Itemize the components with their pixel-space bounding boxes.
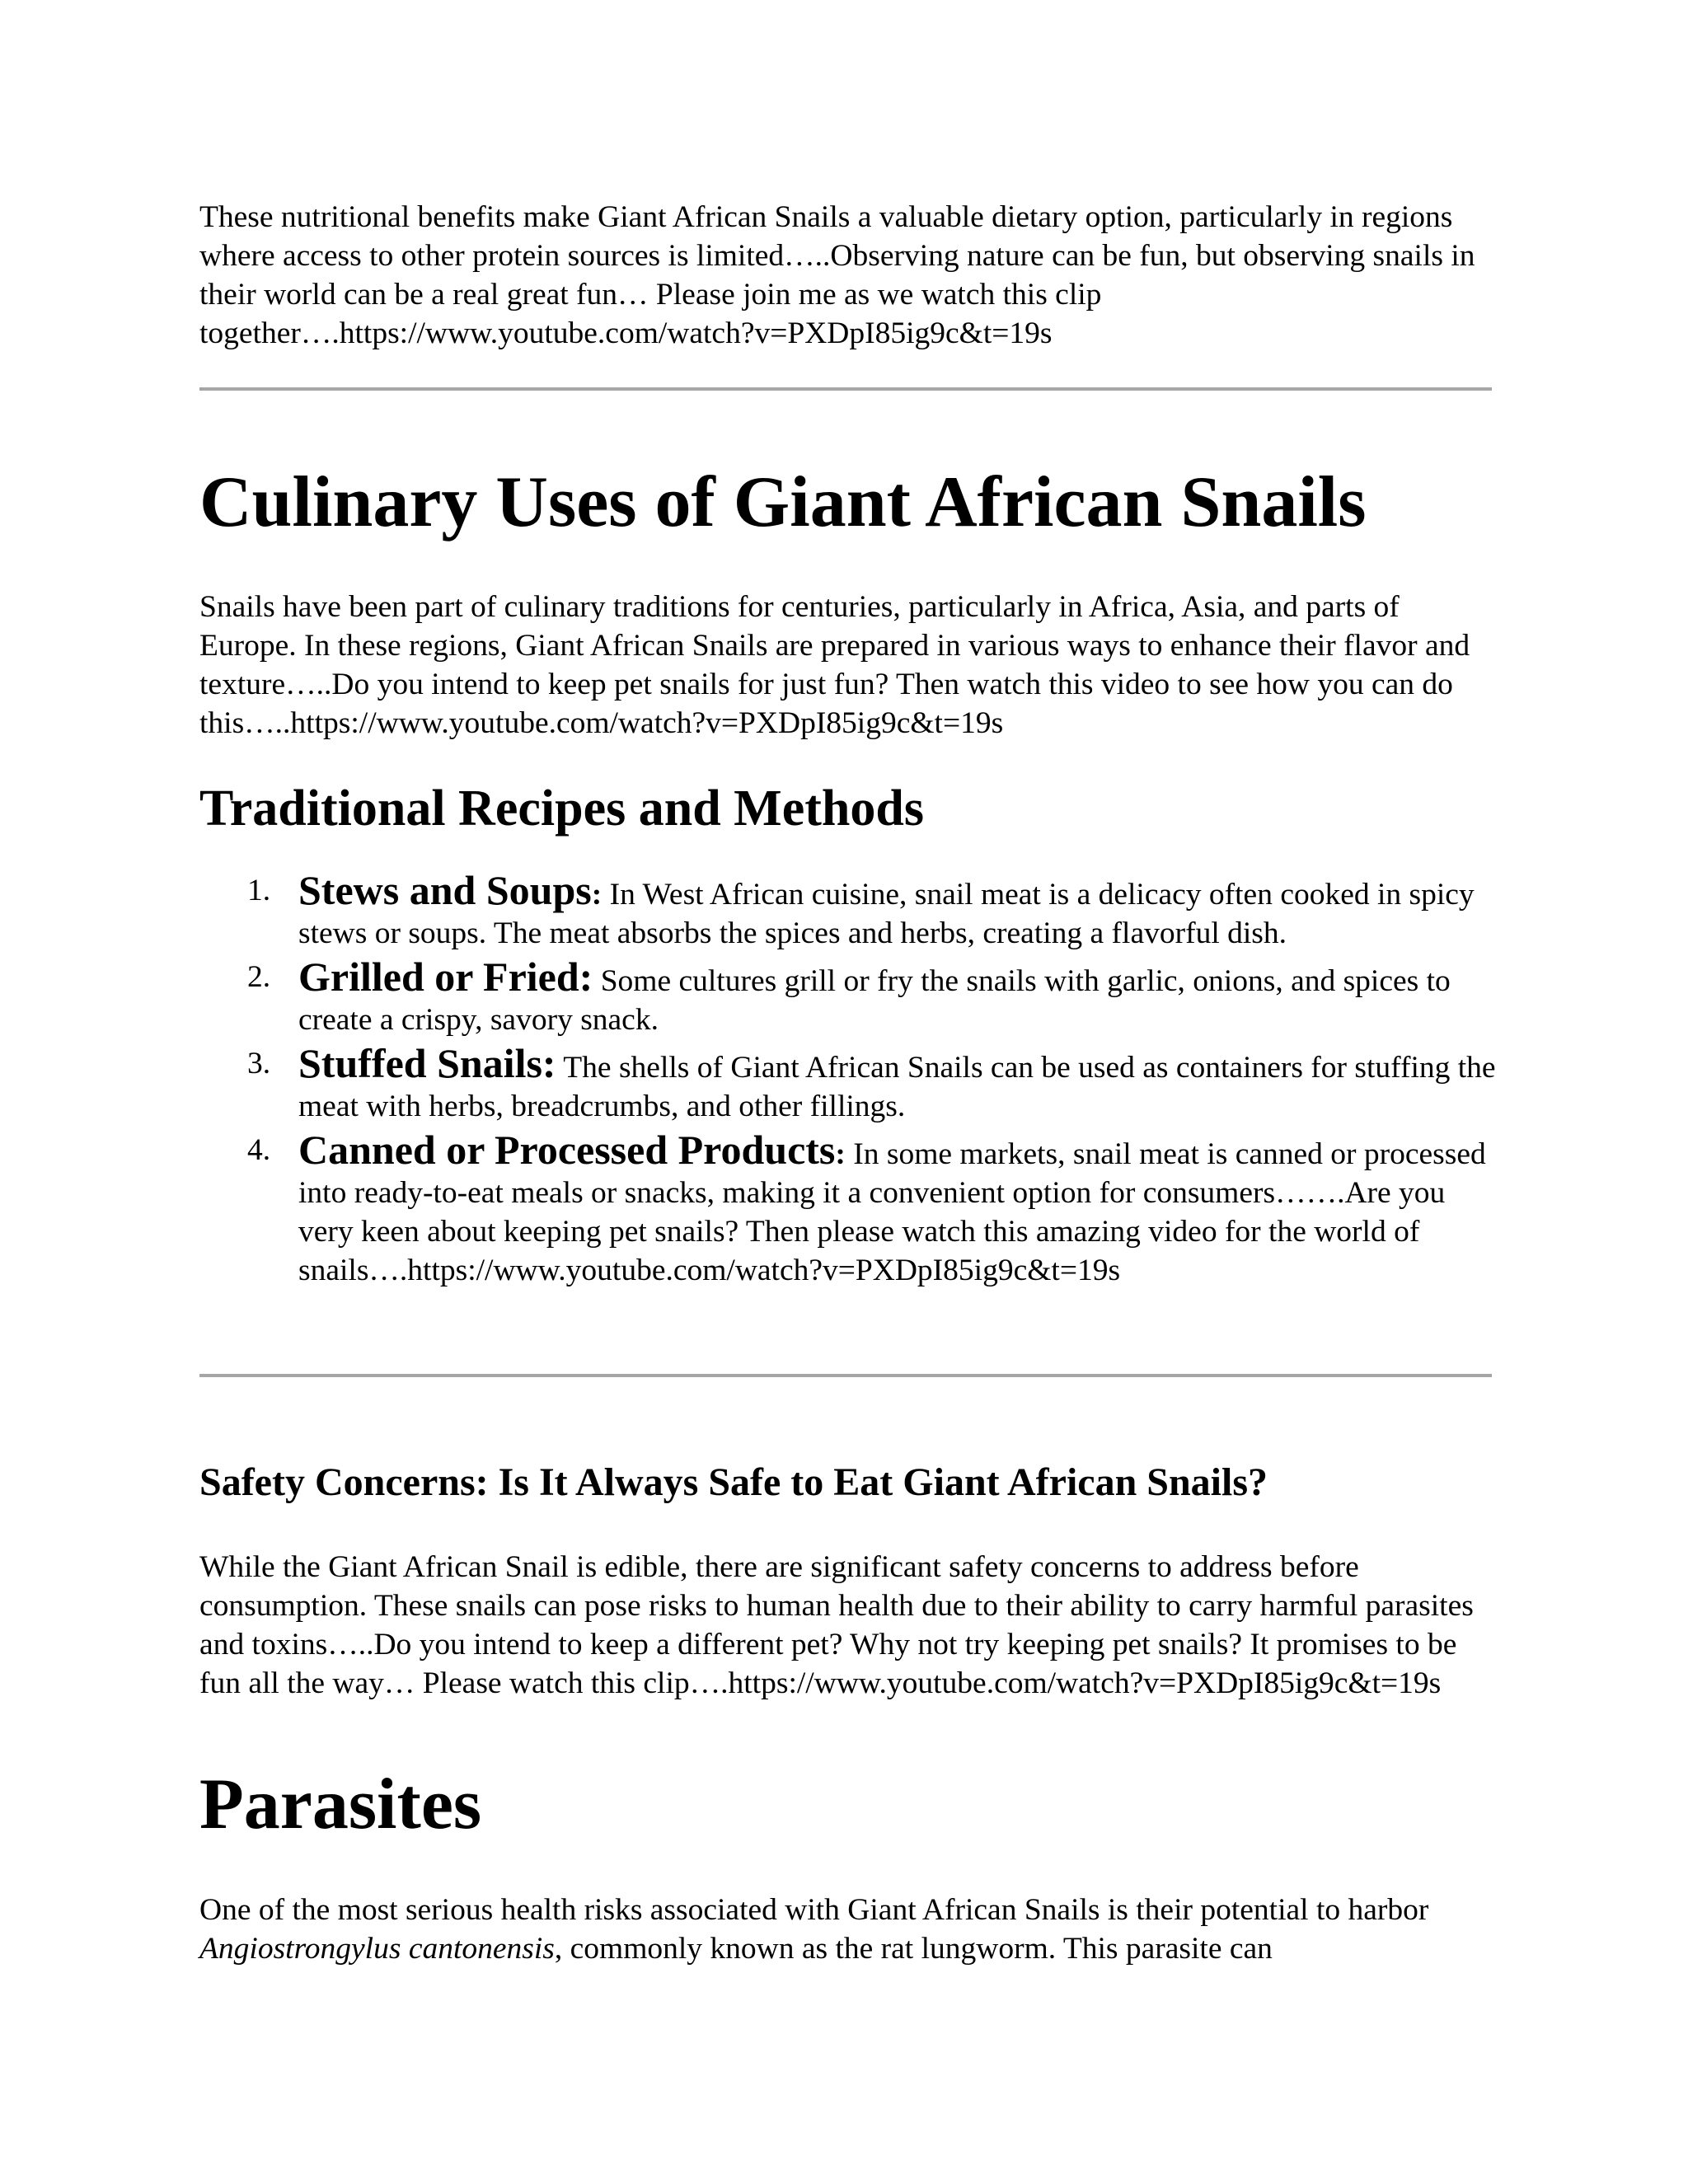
list-item-term: Stews and Soups — [298, 867, 592, 913]
recipes-list — [199, 867, 1502, 1290]
list-item-text: Some cultures grill or fry the snails with garlic, onions, and spices to create a crispy, savory snack. — [298, 964, 1451, 1037]
list-item — [199, 1040, 1502, 1126]
safety-concerns-heading: Safety Concerns: Is It Always Safe to Eat Giant African Snails? — [199, 1460, 1268, 1504]
list-item — [199, 954, 1502, 1039]
list-item-colon: : — [591, 878, 603, 912]
list-item-number: 4. — [247, 1133, 271, 1167]
list-item-term: Grilled or Fried: — [298, 954, 593, 1000]
list-item-term: Stuffed Snails: — [298, 1040, 556, 1086]
parasites-text-before: One of the most serious health risks associated with Giant African Snails is their potential to harbor — [199, 1893, 1429, 1927]
safety-concerns-paragraph: While the Giant African Snail is edible, there are significant safety concerns to address before consumption. These snails can pose risks to human health due to their ability to carry harmful parasites and toxins…..Do you intend to keep a different pet? Why not try keeping pet snails? It promises to be fun all the way… Please watch this clip….https://www.youtube.com/watch?v=PXDpI85ig9c&t=19s — [199, 1550, 1474, 1700]
list-item-text: In some markets, snail meat is canned or processed into ready-to-eat meals or snacks, making it a convenient option for consumers…….Are you very keen about keeping pet snails? Then please watch this amazing video for the world of snails….https://www.youtube.com/watch?v=PXDpI85ig9c&t=19s — [298, 1137, 1486, 1287]
intro-paragraph: These nutritional benefits make Giant African Snails a valuable dietary option, particularly in regions where access to other protein sources is limited…..Observing nature can be fun, but observing snails in their world can be a real great fun… Please join me as we watch this clip together….https://www.youtube.com/watch?v=PXDpI85ig9c&t=19s — [199, 200, 1475, 350]
horizontal-divider — [199, 387, 1492, 391]
list-item-number: 1. — [247, 874, 271, 907]
list-item-colon: : — [835, 1137, 846, 1171]
parasites-text-after: , commonly known as the rat lungworm. This parasite can — [554, 1932, 1273, 1966]
list-item-text: The shells of Giant African Snails can be used as containers for stuffing the meat with herbs, breadcrumbs, and other fillings. — [298, 1051, 1496, 1123]
list-item-term: Canned or Processed Products — [298, 1127, 836, 1173]
culinary-uses-heading: Culinary Uses of Giant African Snails — [199, 462, 1367, 542]
parasites-heading: Parasites — [199, 1765, 482, 1844]
species-name: Angiostrongylus cantonensis — [199, 1932, 555, 1966]
traditional-recipes-heading: Traditional Recipes and Methods — [199, 780, 924, 837]
list-item-number: 3. — [247, 1047, 271, 1080]
list-item — [199, 1127, 1502, 1290]
list-item-number: 2. — [247, 960, 271, 994]
parasites-paragraph — [199, 1891, 1502, 1968]
horizontal-divider — [199, 1374, 1492, 1377]
culinary-uses-paragraph: Snails have been part of culinary traditions for centuries, particularly in Africa, Asia, and parts of Europe. In these regions, Giant African Snails are prepared in various ways to enhance their flavor and texture…..Do you intend to keep pet snails for just fun? Then watch this video to see how you can do this…..https://www.youtube.com/watch?v=PXDpI85ig9c&t=19s — [199, 590, 1470, 740]
list-item — [199, 867, 1502, 953]
list-item-text: In West African cuisine, snail meat is a delicacy often cooked in spicy stews or soups. The meat absorbs the spices and herbs, creating a flavorful dish. — [298, 878, 1475, 950]
